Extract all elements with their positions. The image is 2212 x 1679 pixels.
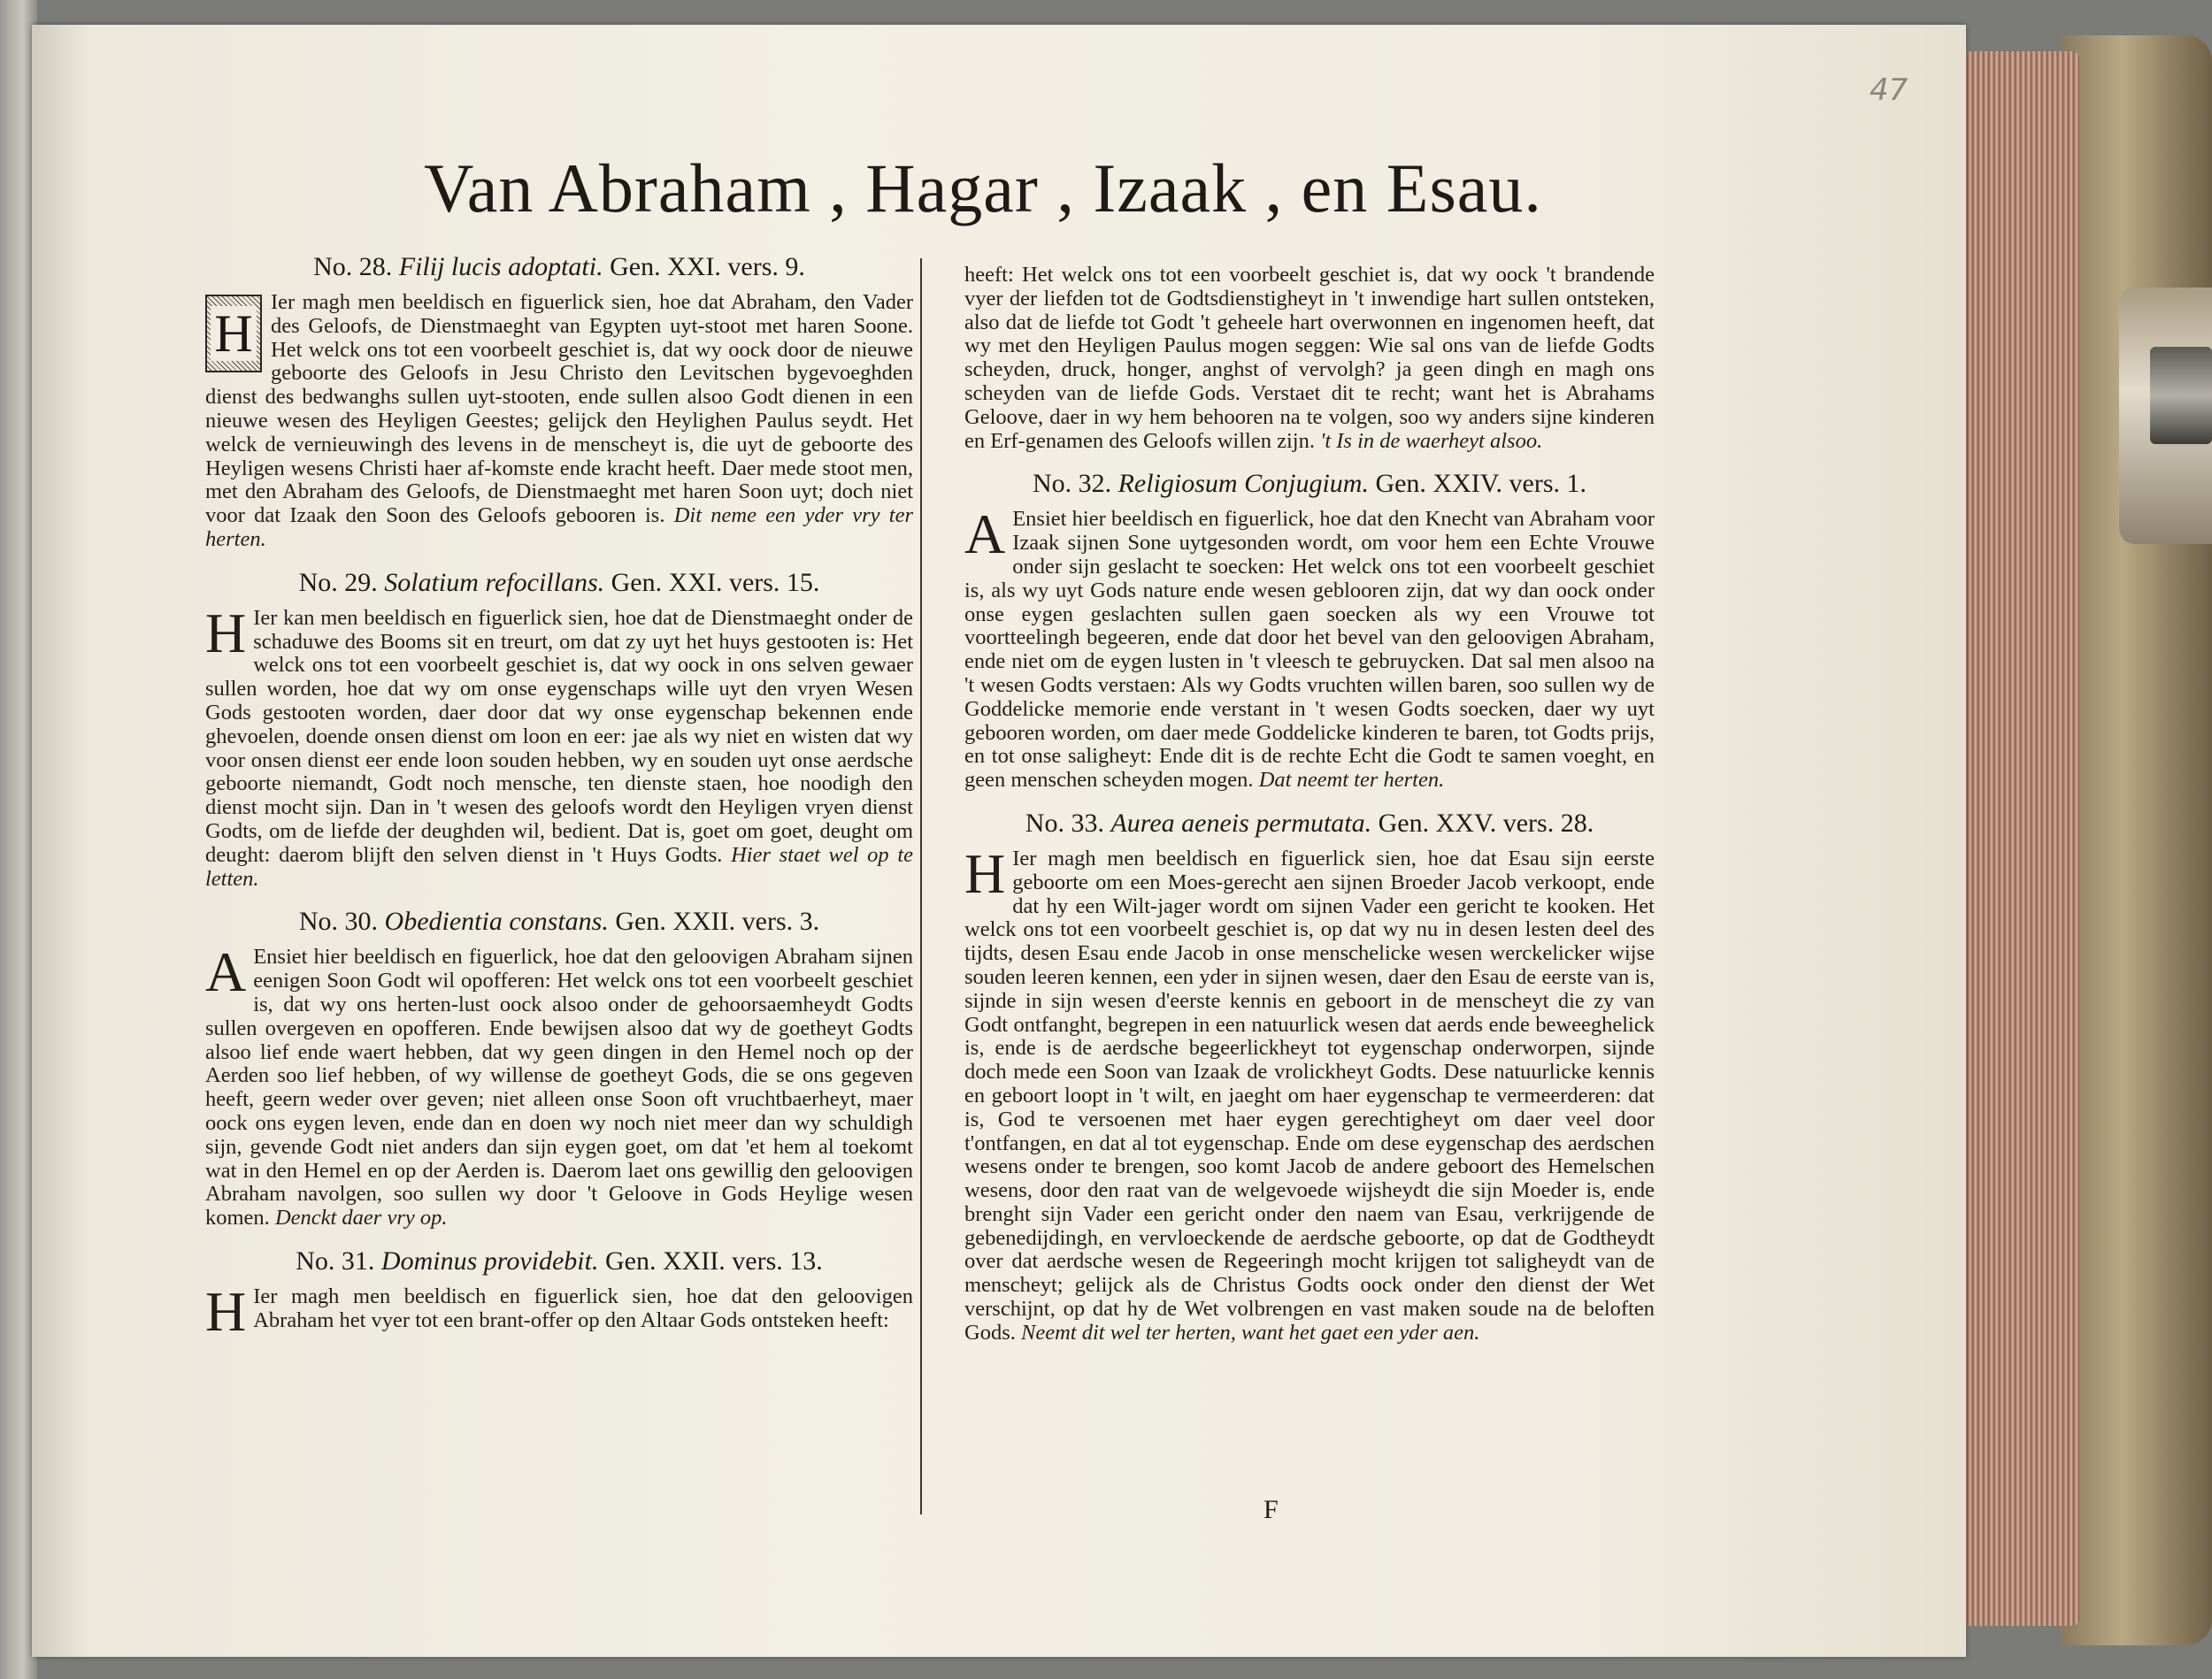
initial-letter: H — [205, 601, 247, 664]
section-33 — [964, 809, 1655, 1346]
section-heading: No. 32. Religiosum Conjugium. Gen. XXIV. vers. 1. — [1032, 469, 1587, 499]
section-heading: No. 33. Aurea aeneis permutata. Gen. XXV. vers. 28. — [1025, 808, 1594, 838]
section-text: heeft: Het welck ons tot een voorbeelt geschiet is, dat wy oock 't brandende vyer der liefden tot de Godtsdienstigheyt in 't inwendige hart sullen ontsteken, also dat de liefde tot Godt 't geheele hart overwonnen en ingenomen heeft, dat wy met den Heyligen Paulus mogen seggen: Wie sal ons van de liefde Godts scheyden, druck, honger, anghst of vervolgh? ja geen dingh en magh ons scheyden van de liefde Gods. Verstaet dit te recht; want het is Abrahams Geloove, daer in wy hem behooren na te volgen, soo wy anders sijne kinderen en Erf-genamen des Geloofs willen zijn. 't Is in de waerheyt alsoo. — [964, 263, 1655, 453]
section-29 — [205, 568, 913, 892]
ornamental-initial-icon: H — [205, 295, 262, 372]
section-text: A Ensiet hier beeldisch en figuerlick, hoe dat den Knecht van Abraham voor Izaak sijnen Sone uytgesonden wordt, om voor hem een Echte Vrouwe onder sijn geslacht te soecken: Het welck ons tot een voorbeelt geschiet is, als wy uyt Gods nature ende wesen geblooren zijn, dat wy dan oock onder onse eygen geslachten sullen gaen soecken als wy een Vrouwe tot voortteelingh begeeren, ende dat door het bevel van den geloovigen Abraham, ende niet om de eygen lusten in 't vleesch te gebruycken. Dat sal men alsoo na 't wesen Godts verstaen: Als wy Godts vruchten willen baren, soo sullen wy de Goddelicke memorie ende verstant in 't wesen Godts soecken, daer wy uyt gebooren worden, om daer mede Goddelicke kinderen te baren, tot Godts prijs, en tot onse saligheyt: Ende dit is de rechte Echt die Godt te samen voeght, en geen menschen scheyden mogen. Dat neemt ter herten. — [964, 502, 1655, 793]
book-cover — [2062, 35, 2212, 1645]
left-column — [205, 252, 913, 1348]
section-text: A Ensiet hier beeldisch en figuerlick, hoe dat den geloovigen Abraham sijnen eenigen Soon Godt wil opofferen: Het welck ons tot een voorbeelt geschiet is, dat wy ons herten-lust oock alsoo onder de gehoorsaemheydt Godts sullen overgeven en opofferen. Ende bewijsen alsoo dat wy de goetheyt Godts alsoo lief ende waert hebben, dat wy geen dingen in den Hemel noch op der Aerden soo lief hebben, of wy willense de goetheyt Gods, die se ons gegeven heeft, geern weder over geven; niet alleen onse Soon oft vruchtbaerheyt, maer oock ons eygen leven, ende dan en doen wy noch niet meer dan wy schuldigh sijn, gevende Godt niet anders dan sijn eygen goet, om dat 'et hem al toekomt wat in den Hemel en op der Aerden is. Daerom laet ons gewillig den geloovigen Abraham navolgen, soo sullen wy door 't Geloove in Gods Heylige wesen komen. Denckt daer vry op. — [205, 940, 913, 1230]
signature-mark: F — [1263, 1495, 1279, 1524]
right-column — [964, 264, 1655, 1361]
clasp-hinge-icon — [2150, 347, 2212, 444]
section-number: No. 28. — [313, 252, 393, 281]
folio-number: 47 — [1870, 73, 1909, 108]
initial-letter: A — [205, 940, 247, 1004]
section-text: H Ier magh men beeldisch en figuerlick sien, hoe dat den geloovigen Abraham het vyer tot een brant-offer op den Altaar Gods ontsteken heeft: — [205, 1279, 913, 1343]
page-edges — [1951, 51, 2079, 1626]
section-28 — [205, 252, 913, 552]
section-31-continued — [964, 264, 1655, 453]
initial-letter: H — [964, 841, 1006, 905]
section-latin: Filij lucis adoptati. — [398, 252, 603, 281]
section-reference: Gen. XXI. vers. 9. — [610, 252, 805, 281]
initial-letter: H — [205, 1279, 247, 1343]
section-heading: No. 29. Solatium refocillans. Gen. XXI. vers. 15. — [298, 567, 820, 597]
section-text: H Ier kan men beeldisch en figuerlick sien, hoe dat de Dienstmaeght onder de schaduwe des Booms sit en treurt, om dat zy uyt het huys gestooten is: Het welck ons tot een voorbeelt geschiet is, dat wy oock in ons selven gewaer sullen worden, hoe dat wy om onse eygenschaps wille uyt den vryen Wesen Gods gestooten worden, daer door dat wy onse eygenschap bekennen ende ghevoelen, doende onsen dienst om loon en eer: jae als wy niet en wisten dat wy voor onsen dienst eer ende loon souden hebben, wy en souden uyt onse aerdsche geboorte niemandt, Godt noch mensche, ten dienste staen, hoe noodigh den dienst mocht sijn. Dan in 't wesen des geloofs wordt den Heyligen vryen dienst Godts, om de liefde der deughden wil, bedient. Dat is, goet om goet, deught om deught: daerom blijft den selven dienst in 't Huys Godts. Hier staet wel op te letten. — [205, 601, 913, 891]
page-title: Van Abraham , Hagar , Izaak , en Esau. — [424, 150, 1542, 226]
section-text: H Ier magh men beeldisch en figuerlick sien, hoe dat Abraham, den Vader des Geloofs, de Dienstmaeght van Egypten uyt-stoot met haren Soone. Het welck ons tot een voorbeelt geschiet is, dat wy oock door de nieuwe geboorte des Geloofs in Jesu Christo den Levitschen bygevoeghden dienst des bedwanghs sullen uyt-stooten, ende sullen alsoo Godt dienen in een nieuwe wesen des Heyligen Geestes; gelijck den Heylighen Paulus seydt. Het welck de vernieuwingh des levens in de menscheyt is, die uyt de geboorte des Heyligen wesens Christi haer af-komste ende kracht heeft. Daer mede stoot men, met den Abraham des Geloofs, de Dienstmaeght met haren Soon uyt; doch niet voor dat Izaak den Soon des Geloofs gebooren is. Dit neme een yder vry ter herten. — [205, 290, 913, 551]
section-text: H Ier magh men beeldisch en figuerlick sien, hoe dat Esau sijn eerste geboorte om een Moes-gerecht aen sijnen Broeder Jacob verkoopt, ende dat hy een Wilt-jager wordt om sijnen Vader een gericht te kooken. Het welck ons tot een voorbeelt geschiet is, op dat wy nu in desen lesten deel des tijdts, desen Esau ende Jacob in onse menschelicke wesen werckelicker wijse souden leeren kennen, een yder in sijnen wesen, daer den Esau de eerste van is, sijnde in sijn wesen d'eerste kennis en geboort in de menscheyt die zy van Godt ontfanght, begrepen in een natuurlick wesen dat aerds ende beweeghelick is, ende is de aerdsche begeerlickheyt tot eygenschap onderworpen, sijnde doch mede een Soon van Izaak de vrolickheyt Godts. Dese natuurlicke kennis en geboort loopt in 't wilt, en jaeght om haer eygenschap te vermeerderen: dat is, God te versoenen met haer eygen gerechtigheyt om daer veel door t'ontfangen, en dat al tot eygenschap. Ende om dese eygenschap des aerdschen wesens onder te brengen, soo komt Jacob de andere geboort des Hemelschen wesens, door den raat van de welgevoede wijsheydt die sijn Moeder is, ende brenght sijn Vader een gericht onder den naem van Esau, verkrijgende de gebenedijdingh, en vervloeckende de aerdsche geboorte, op dat de Godtheydt over dat aerdsche wesen de Regeeringh mocht krijgen tot saligheydt van de menscheyt; gelijck als de Christus Godts oock onder den dienst der Wet verschijnt, op dat hy de Wet volbrengen en vast maken soude na de beloften Gods. Neemt dit wel ter herten, want het gaet een yder aen. — [964, 841, 1655, 1345]
section-32 — [964, 469, 1655, 793]
section-30 — [205, 907, 913, 1230]
column-divider — [920, 258, 922, 1514]
section-heading — [205, 252, 913, 282]
initial-letter: A — [964, 502, 1006, 566]
section-heading: No. 31. Dominus providebit. Gen. XXII. vers. 13. — [296, 1246, 823, 1276]
section-31 — [205, 1246, 913, 1343]
section-heading: No. 30. Obedientia constans. Gen. XXII. vers. 3. — [298, 907, 820, 937]
section-ending: Dit neme een yder vry ter herten. — [205, 503, 913, 551]
